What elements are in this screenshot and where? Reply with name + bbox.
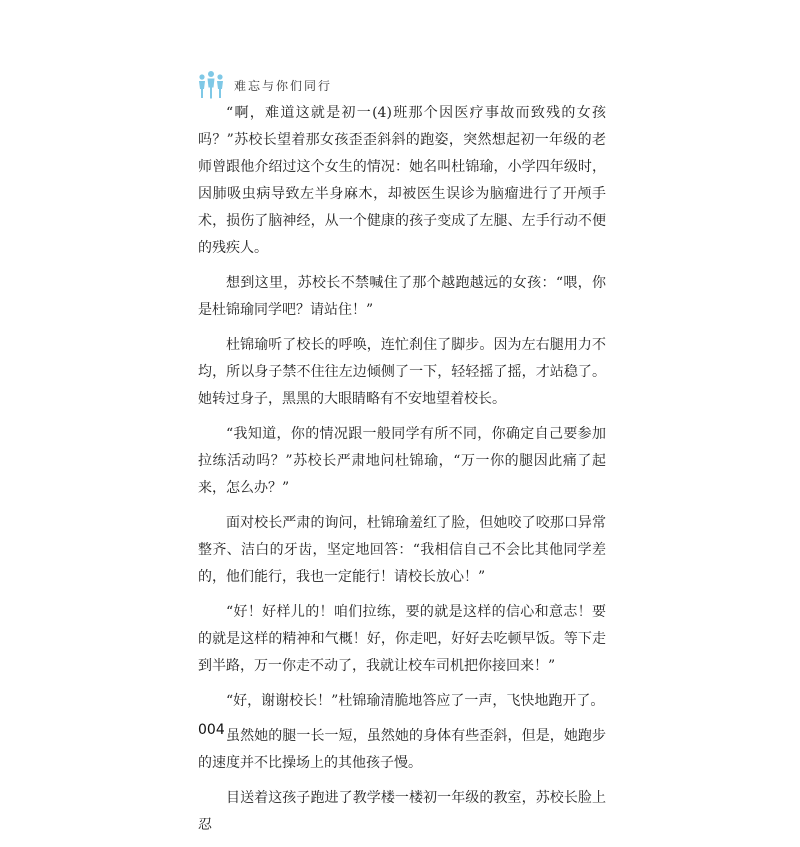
- page-number: 004: [198, 722, 225, 738]
- paragraph: 想到这里，苏校长不禁喊住了那个越跑越远的女孩：“喂，你是杜锦瑜同学吧？请站住！”: [198, 275, 606, 318]
- paragraph: 面对校长严肃的询问，杜锦瑜羞红了脸，但她咬了咬那口异常整齐、洁白的牙齿，坚定地回答：“我相信自己不会比其他同学差的，他们能行，我也一定能行！请校长放心！”: [198, 515, 606, 585]
- family-figures-logo-icon: [196, 70, 226, 100]
- paragraph: 目送着这孩子跑进了教学楼一楼初一年级的教室，苏校长脸上忍: [198, 790, 606, 833]
- running-title: 难忘与你们同行: [234, 79, 333, 93]
- paragraph: 杜锦瑜听了校长的呼唤，连忙刹住了脚步。因为左右腿用力不均，所以身子禁不住往左边倾侧了一下，轻轻摇了摇，才站稳了。她转过身子，黑黑的大眼睛略有不安地望着校长。: [198, 337, 606, 407]
- paragraph: 虽然她的腿一长一短，虽然她的身体有些歪斜，但是，她跑步的速度并不比操场上的其他孩子慢。: [198, 728, 606, 771]
- running-header: [196, 60, 332, 100]
- paragraph: “我知道，你的情况跟一般同学有所不同，你确定自己要参加拉练活动吗？”苏校长严肃地问杜锦瑜，“万一你的腿因此痛了起来，怎么办？”: [198, 426, 606, 496]
- paragraph: “好，谢谢校长！”杜锦瑜清脆地答应了一声，飞快地跑开了。: [226, 693, 605, 709]
- body-text: [198, 100, 606, 847]
- paragraph: “好！好样儿的！咱们拉练，要的就是这样的信心和意志！要的就是这样的精神和气概！好，你走吧，好好去吃顿早饭。等下走到半路，万一你走不动了，我就让校车司机把你接回来！”: [198, 604, 606, 674]
- paragraph: “啊，难道这就是初一(4)班那个因医疗事故而致残的女孩吗？”苏校长望着那女孩歪歪斜斜的跑姿，突然想起初一年级的老师曾跟他介绍过这个女生的情况：她名叫杜锦瑜，小学四年级时，因肺吸虫病导致左半身麻木，却被医生误诊为脑瘤进行了开颅手术，损伤了脑神经，从一个健康的孩子变成了左腿、左手行动不便的残疾人。: [198, 105, 606, 256]
